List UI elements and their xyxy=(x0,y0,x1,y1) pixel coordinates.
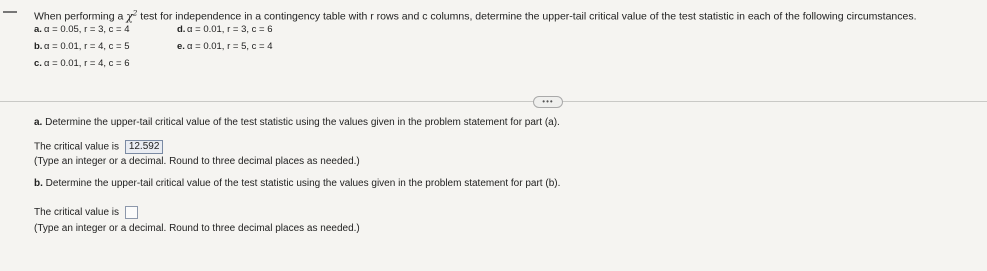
option-a: a. α = 0.05, r = 3, c = 4 xyxy=(34,24,130,35)
part-a-answer-field[interactable]: 12.592 xyxy=(125,140,164,154)
part-b-prompt: b. Determine the upper-tail critical value of the test statistic using the values given in the problem statement for part (b). xyxy=(34,178,561,189)
part-a-hint: (Type an integer or a decimal. Round to three decimal places as needed.) xyxy=(34,156,360,167)
part-b-answer-row xyxy=(34,206,138,220)
collapse-arrow-icon xyxy=(3,11,17,13)
chi-square-symbol: $\chi^2$ xyxy=(126,9,138,23)
question-text xyxy=(34,6,917,24)
option-list xyxy=(34,23,337,71)
option-d: d. α = 0.01, r = 3, c = 6 xyxy=(177,24,273,35)
option-b: b. α = 0.01, r = 4, c = 5 xyxy=(34,41,130,52)
section-divider xyxy=(0,101,987,102)
part-b-hint: (Type an integer or a decimal. Round to three decimal places as needed.) xyxy=(34,223,360,234)
option-e: e. α = 0.01, r = 5, c = 4 xyxy=(177,41,273,52)
option-c: c. α = 0.01, r = 4, c = 6 xyxy=(34,58,130,69)
part-b-answer-label: The critical value is xyxy=(34,207,120,219)
part-a-answer-row xyxy=(34,140,163,155)
part-a-answer-label: The critical value is xyxy=(34,141,120,153)
part-a-prompt: a. Determine the upper-tail critical value of the test statistic using the values given in the problem statement for part (a). xyxy=(34,117,560,128)
question-suffix: test for independence in a contingency table with r rows and c columns, determine the upper-tail critical value of the test statistic in each of the following circumstances. xyxy=(140,10,917,23)
expand-more-button[interactable]: ••• xyxy=(533,96,563,108)
part-b-answer-field[interactable] xyxy=(125,206,138,219)
question-prefix: When performing a xyxy=(34,10,124,23)
